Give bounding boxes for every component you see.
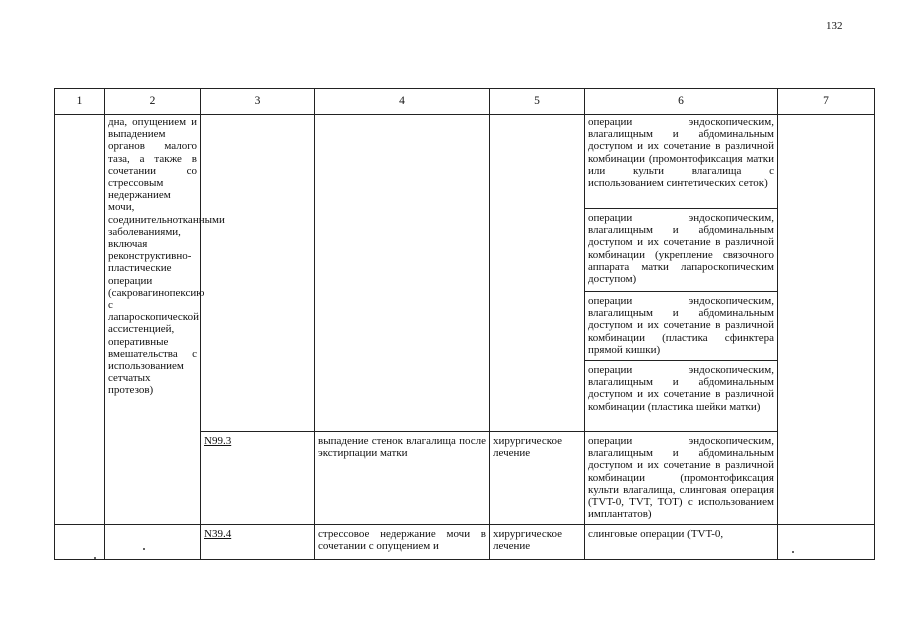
cell-col-7	[778, 525, 875, 560]
cell-col-1	[55, 115, 105, 525]
group-description: дна, опущением и выпадением органов малого таза, а также в сочетании со стрессовым недержанием мочи, соединительнотканными заболеваниями, включая реконструктивно-пластические операции (сакровагинопексию с лапароскопической ассистенцией, оперативные вмешательства с использованием сетчатых протезов)	[105, 115, 201, 525]
treatment-type: хирургическое лечение	[490, 525, 585, 560]
method-cell: слинговые операции (TVT-0,	[585, 525, 778, 560]
method-cell: операции эндоскопическим, влагалищным и абдоминальным доступом и их сочетание в различной комбинации (укрепление связочного аппарата матки лапароскопическим доступом)	[585, 209, 778, 292]
table-row	[55, 115, 875, 209]
header-col-3: 3	[201, 89, 315, 115]
diagnosis-code	[201, 525, 315, 560]
cell-col-3	[201, 115, 315, 432]
header-col-1: 1	[55, 89, 105, 115]
diagnosis-text: выпадение стенок влагалища после экстирпации матки	[315, 432, 490, 525]
cell-col-5	[490, 115, 585, 432]
cell-col-1	[55, 525, 105, 560]
cell-col-4	[315, 115, 490, 432]
code-n99-3: N99.3	[204, 435, 232, 447]
header-col-6: 6	[585, 89, 778, 115]
method-cell: операции эндоскопическим, влагалищным и абдоминальным доступом и их сочетание в различной комбинации (промонтофиксация матки или культи влагалища с использованием синтетических сеток)	[585, 115, 778, 209]
header-col-5: 5	[490, 89, 585, 115]
code-n39-4: N39.4	[204, 528, 232, 540]
method-cell: операции эндоскопическим, влагалищным и абдоминальным доступом и их сочетание в различной комбинации (промонтофиксация культи влагалища, слинговая операция (TVT-0, TVT, TOT) с использованием имплантатов)	[585, 432, 778, 525]
treatment-type: хирургическое лечение	[490, 432, 585, 525]
scan-speck	[143, 548, 145, 550]
cell-col-7	[778, 115, 875, 525]
cell-col-2	[105, 525, 201, 560]
method-cell: операции эндоскопическим, влагалищным и абдоминальным доступом и их сочетание в различной комбинации (пластика шейки матки)	[585, 361, 778, 432]
diagnosis-code	[201, 432, 315, 525]
table-row	[55, 525, 875, 560]
header-col-4: 4	[315, 89, 490, 115]
scan-speck	[94, 557, 96, 559]
header-col-2: 2	[105, 89, 201, 115]
table-header-row	[55, 89, 875, 115]
header-col-7: 7	[778, 89, 875, 115]
procedures-table	[54, 88, 875, 560]
page-number: 132	[826, 20, 843, 32]
scan-speck	[792, 551, 794, 553]
method-cell: операции эндоскопическим, влагалищным и абдоминальным доступом и их сочетание в различной комбинации (пластика сфинктера прямой кишки)	[585, 292, 778, 361]
diagnosis-text: стрессовое недержание мочи в сочетании с опущением и	[315, 525, 490, 560]
